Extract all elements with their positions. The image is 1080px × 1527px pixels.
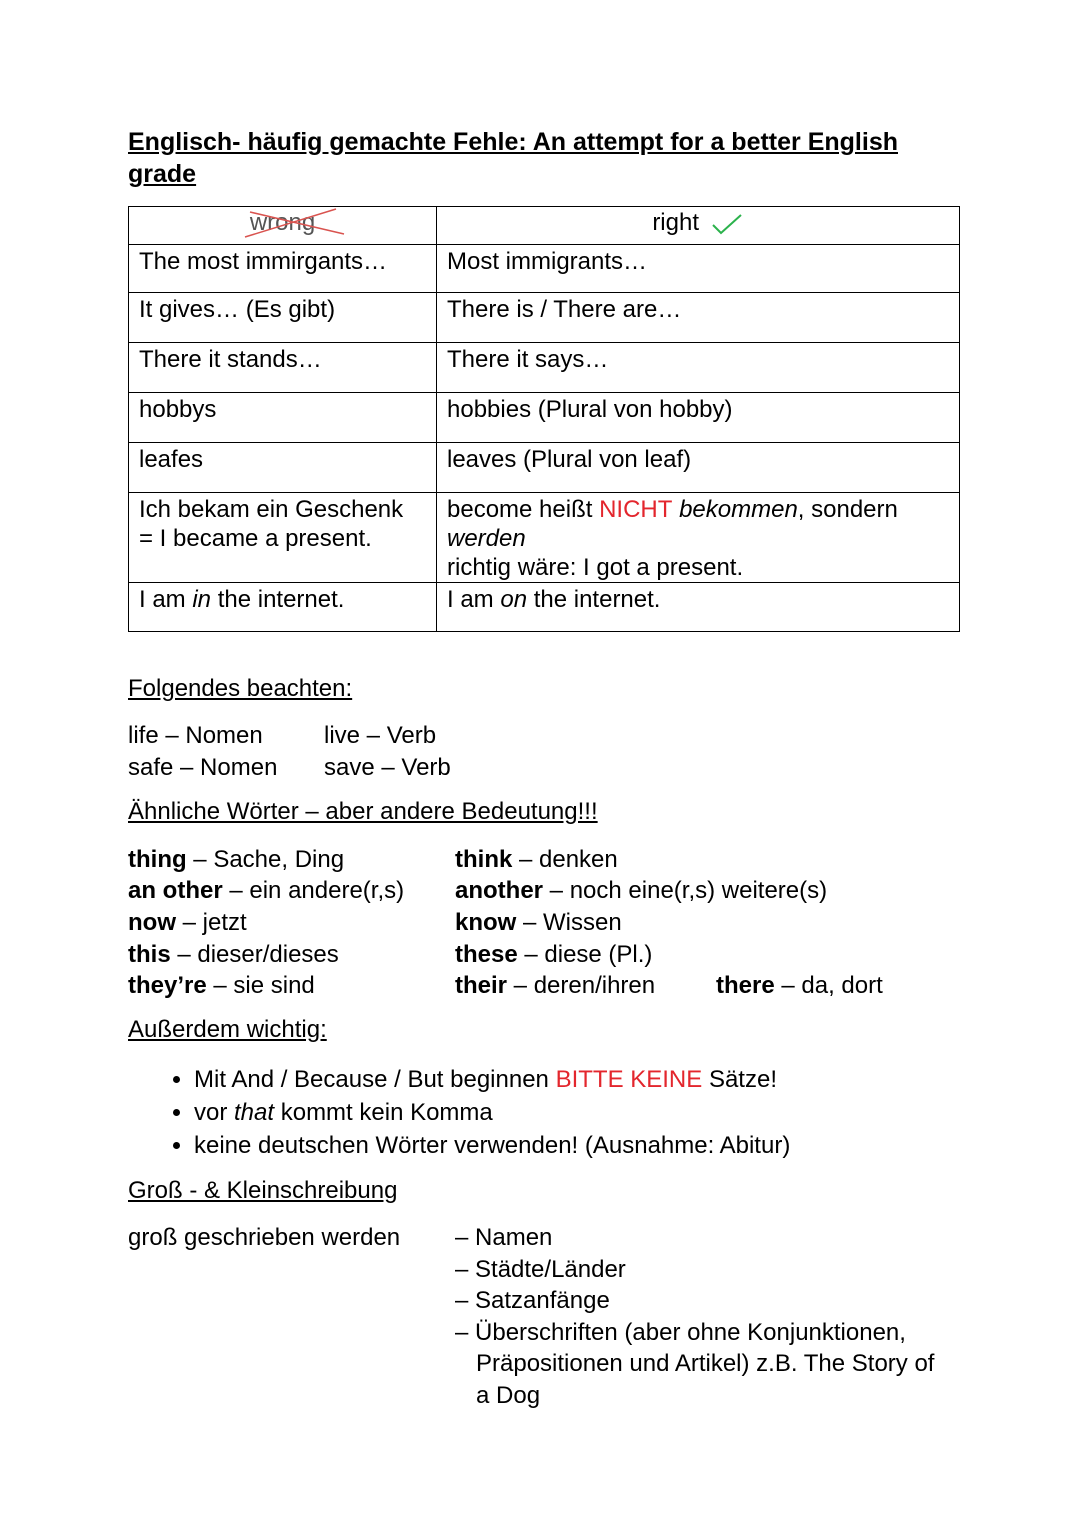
text: I am	[139, 586, 193, 613]
meaning: – noch eine(r,s) weitere(s)	[543, 877, 828, 904]
right-label: right	[652, 209, 699, 236]
header-right-cell	[437, 207, 960, 245]
right-line	[447, 524, 949, 553]
mistakes-table	[128, 206, 960, 632]
pair-left: safe – Nomen	[128, 754, 278, 781]
table-row	[129, 393, 960, 443]
strike-icon	[240, 206, 350, 240]
word: think	[455, 846, 513, 873]
important-heading: Außerdem wichtig:	[128, 1016, 327, 1043]
meaning: – jetzt	[176, 909, 247, 936]
table-row	[129, 443, 960, 493]
wrong-label-text: wrong	[249, 209, 316, 236]
table-header-row	[129, 207, 960, 245]
list-item: – Überschriften (aber ohne Konjunktionen, Präpositionen und Artikel) z.B. The Story of a Dog	[455, 1318, 935, 1409]
meaning: – denken	[512, 846, 618, 873]
right-cell	[437, 493, 960, 583]
table-row	[129, 343, 960, 393]
text: Sätze!	[702, 1066, 777, 1093]
text: become heißt	[447, 496, 600, 523]
meaning: – dieser/dieses	[170, 941, 339, 968]
list-item: – Städte/Länder	[455, 1255, 626, 1283]
emphasis-red: BITTE KEINE	[555, 1066, 703, 1093]
capitals-list	[455, 1222, 945, 1411]
pair-right: save – Verb	[324, 754, 451, 781]
word: another	[455, 877, 544, 904]
important-list	[128, 1063, 790, 1162]
word: there	[716, 972, 775, 999]
capitals-label: groß geschrieben werden	[128, 1224, 401, 1251]
italic-text: that	[234, 1099, 275, 1126]
word: thing	[128, 846, 187, 873]
wrong-label	[250, 208, 315, 237]
text: vor	[194, 1099, 235, 1126]
meaning: – deren/ihren	[507, 972, 656, 999]
word: these	[455, 941, 518, 968]
wrong-line: Ich bekam ein Geschenk	[139, 496, 404, 523]
right-cell: Most immigrants…	[437, 245, 960, 293]
wrong-cell: hobbys	[129, 393, 437, 443]
list-item	[455, 970, 655, 1001]
meaning: – sie sind	[206, 972, 315, 999]
table-row	[129, 293, 960, 343]
text: , sondern	[797, 496, 898, 523]
wrong-cell: There it stands…	[129, 343, 437, 393]
right-cell: There is / There are…	[437, 293, 960, 343]
text: Mit And / Because / But beginnen	[194, 1066, 556, 1093]
meaning: – diese (Pl.)	[517, 941, 653, 968]
right-cell: leaves (Plural von leaf)	[437, 443, 960, 493]
meaning: – da, dort	[774, 972, 883, 999]
list-item: – Satzanfänge	[455, 1287, 610, 1314]
italic-text: in	[192, 586, 212, 613]
capitals-heading: Groß - & Kleinschreibung	[128, 1177, 398, 1204]
wrong-cell	[129, 583, 437, 632]
word: their	[455, 972, 508, 999]
pair-left: life – Nomen	[128, 722, 263, 749]
table-row	[129, 583, 960, 632]
meaning: – ein andere(r,s)	[222, 877, 405, 904]
list-item	[128, 875, 404, 906]
list-item	[455, 907, 622, 938]
text: the internet.	[211, 586, 345, 613]
table-row	[129, 245, 960, 293]
italic-text: werden	[447, 525, 526, 552]
list-item	[455, 875, 827, 906]
wrong-line: = I became a present.	[139, 525, 372, 552]
right-cell: hobbies (Plural von hobby)	[437, 393, 960, 443]
word: this	[128, 941, 171, 968]
similar-heading: Ähnliche Wörter – aber andere Bedeutung!!!	[128, 798, 598, 825]
wrong-cell	[129, 493, 437, 583]
right-line: richtig wäre: I got a present.	[447, 554, 744, 581]
word: they’re	[128, 972, 207, 999]
text: I am	[447, 586, 501, 613]
notes-heading: Folgendes beachten:	[128, 675, 353, 702]
list-item	[128, 939, 339, 970]
list-item: – Namen	[455, 1224, 553, 1251]
list-item: • keine deutschen Wörter verwenden! (Ausnahme: Abitur)	[194, 1129, 790, 1162]
list-item	[194, 1063, 790, 1096]
italic-text: on	[500, 586, 528, 613]
word: an other	[128, 877, 223, 904]
meaning: – Wissen	[516, 909, 622, 936]
header-wrong-cell	[129, 207, 437, 245]
wrong-cell: It gives… (Es gibt)	[129, 293, 437, 343]
right-line	[447, 495, 949, 524]
list-item	[128, 907, 247, 938]
text: the internet.	[527, 586, 661, 613]
meaning: – Sache, Ding	[186, 846, 345, 873]
emphasis-red: NICHT	[599, 496, 673, 523]
list-item	[194, 1096, 790, 1129]
right-cell	[437, 583, 960, 632]
word: now	[128, 909, 176, 936]
word: know	[455, 909, 517, 936]
list-item	[716, 970, 883, 1001]
page-title: Englisch- häufig gemachte Fehle: An attempt for a better English grade	[128, 128, 898, 188]
list-item	[128, 970, 315, 1001]
checkmark-icon	[710, 212, 744, 236]
italic-text: bekommen	[672, 496, 798, 523]
list-item	[455, 939, 652, 970]
table-row	[129, 493, 960, 583]
list-item	[128, 844, 344, 875]
text: kommt kein Komma	[274, 1099, 493, 1126]
list-item	[455, 844, 618, 875]
wrong-cell: leafes	[129, 443, 437, 493]
pair-right: live – Verb	[324, 722, 437, 749]
wrong-cell: The most immirgants…	[129, 245, 437, 293]
right-cell: There it says…	[437, 343, 960, 393]
